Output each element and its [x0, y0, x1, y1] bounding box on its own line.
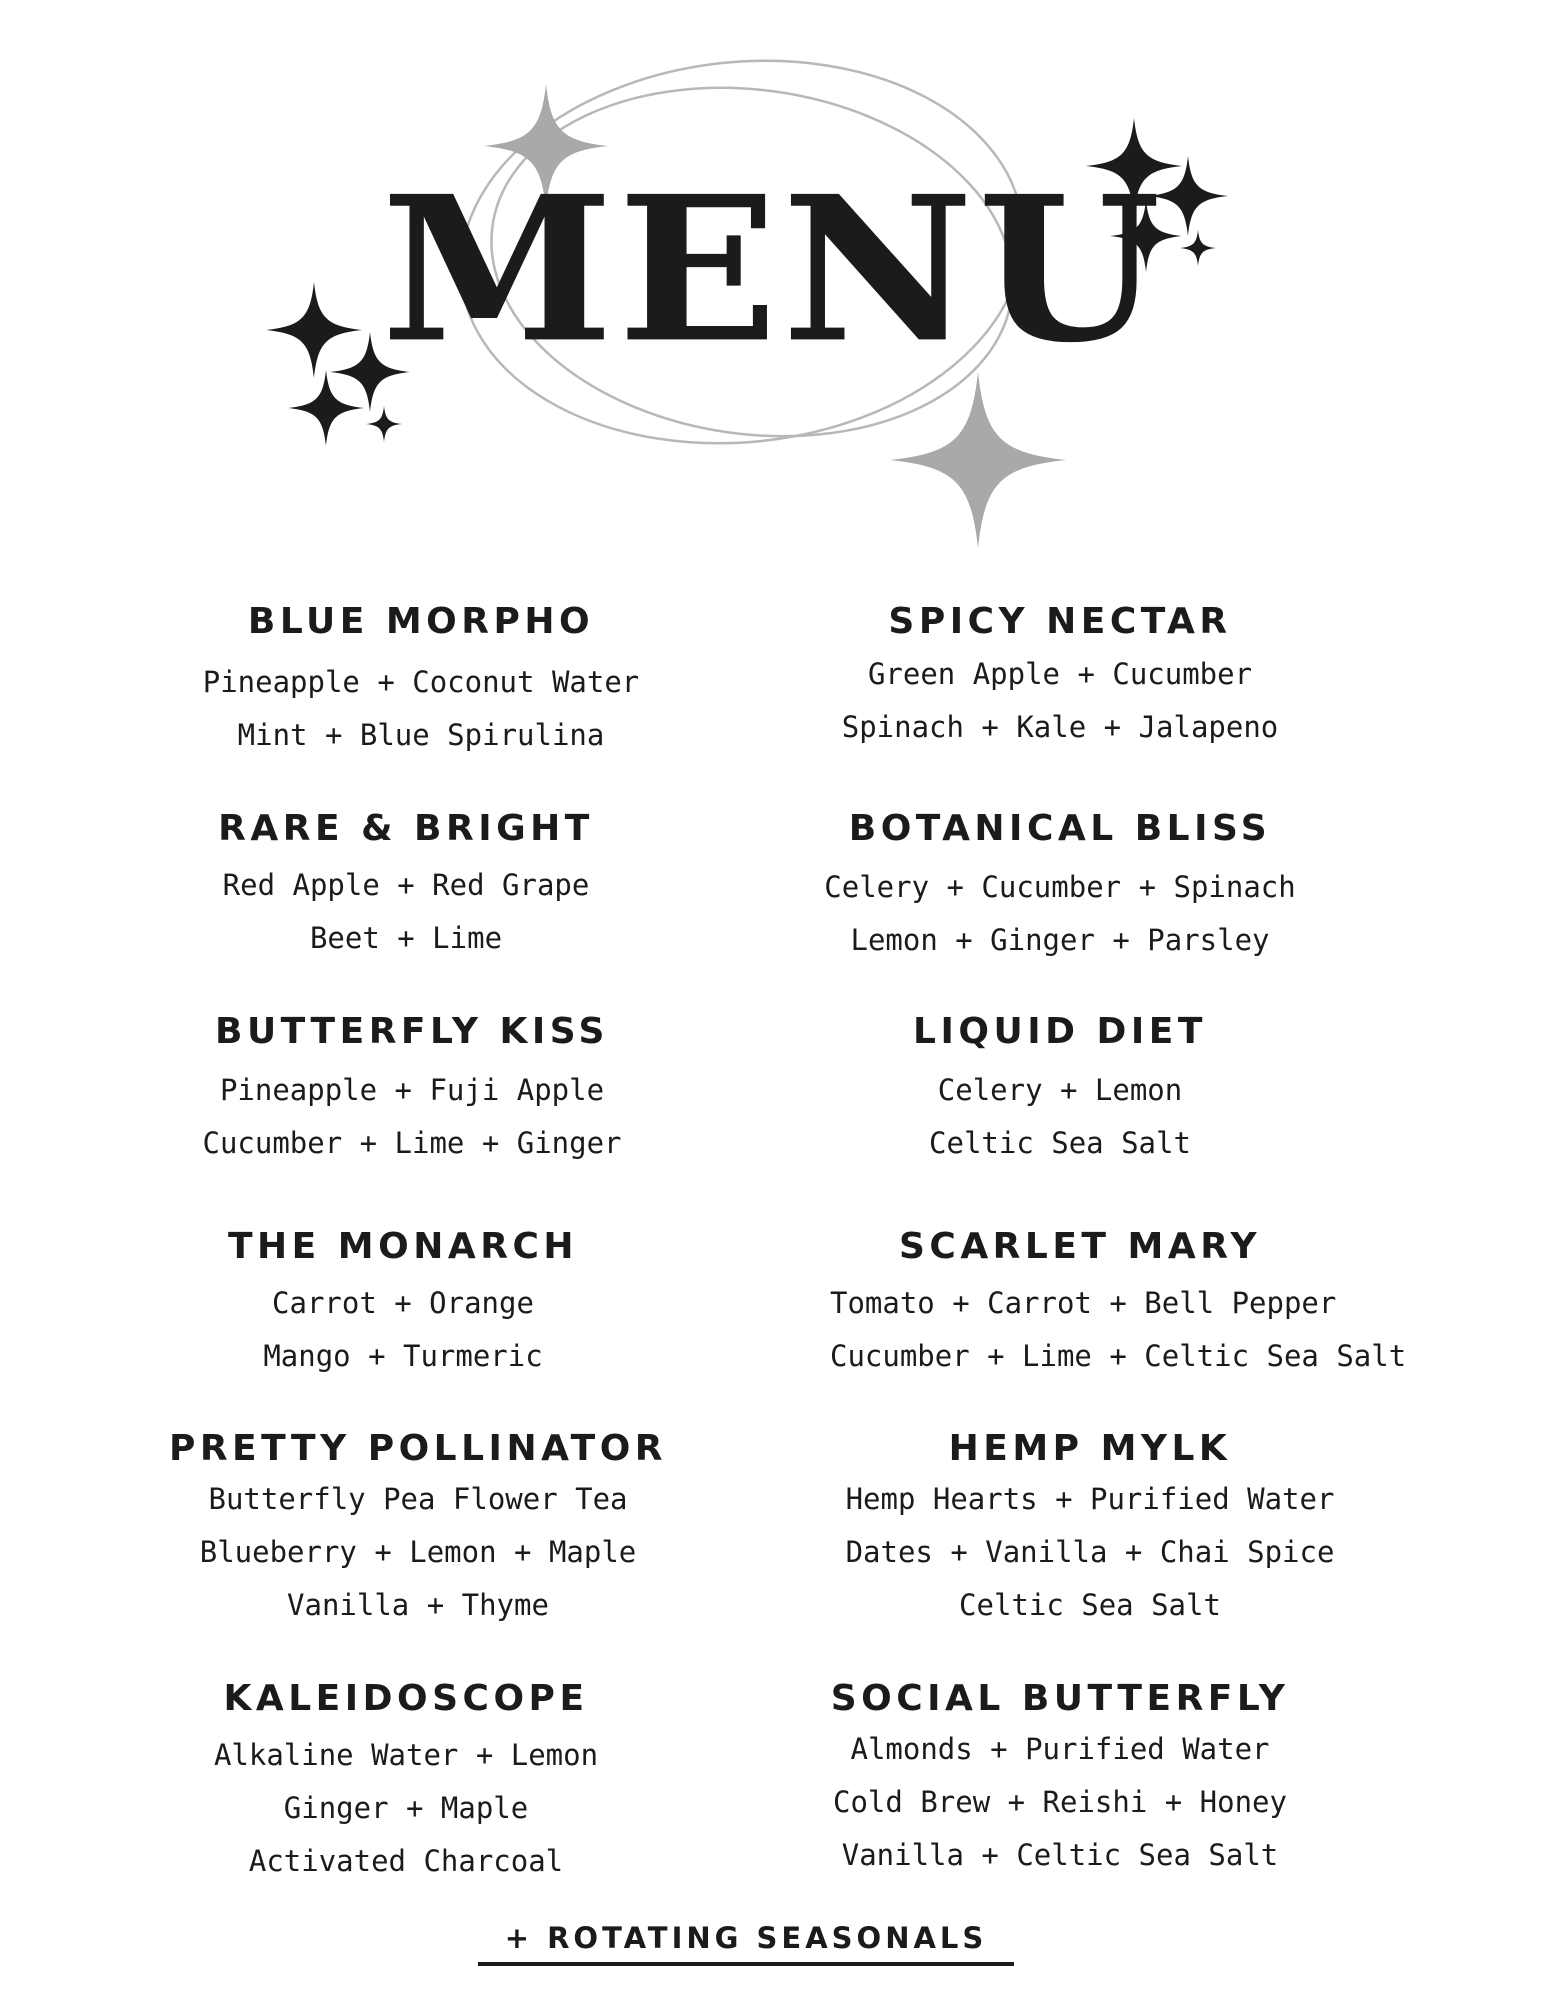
- item-ingredients: Tomato + Carrot + Bell Pepper: [830, 1286, 1337, 1320]
- rotating-seasonals-footer: + ROTATING SEASONALS: [504, 1921, 988, 1955]
- item-ingredients: Almonds + Purified Water: [850, 1732, 1270, 1766]
- menu-item-blue-morpho: [171, 600, 671, 762]
- item-name: SPICY NECTAR: [888, 601, 1232, 642]
- item-ingredients: Butterfly Pea Flower Tea: [208, 1482, 628, 1516]
- item-ingredients: Celtic Sea Salt: [929, 1126, 1191, 1160]
- item-name: HEMP MYLK: [948, 1428, 1232, 1469]
- item-ingredients: Celery + Lemon: [937, 1073, 1183, 1107]
- item-ingredients: Spinach + Kale + Jalapeno: [841, 710, 1279, 744]
- item-ingredients: Mint + Blue Spirulina: [237, 718, 605, 752]
- item-ingredients: Dates + Vanilla + Chai Spice: [845, 1535, 1335, 1569]
- item-name: RARE & BRIGHT: [218, 808, 594, 849]
- item-name: SCARLET MARY: [898, 1226, 1262, 1267]
- menu-item-hemp-mylk: [840, 1427, 1340, 1632]
- item-ingredients: Lemon + Ginger + Parsley: [850, 923, 1270, 957]
- menu-item-social-butterfly: [810, 1677, 1310, 1882]
- menu-item-kaleidoscope: [156, 1677, 656, 1888]
- item-ingredients: Mango + Turmeric: [263, 1339, 543, 1373]
- item-ingredients: Pineapple + Fuji Apple: [219, 1073, 605, 1107]
- menu-item-pretty-pollinator: [138, 1427, 698, 1632]
- item-ingredients: Celtic Sea Salt: [959, 1588, 1221, 1622]
- item-ingredients: Alkaline Water + Lemon: [213, 1738, 599, 1772]
- item-ingredients: Green Apple + Cucumber: [867, 657, 1253, 691]
- item-ingredients: Beet + Lime: [309, 921, 503, 955]
- menu-item-butterfly-kiss: [162, 1010, 662, 1170]
- menu-title: MENU: [381, 152, 1165, 387]
- item-name: BOTANICAL BLISS: [848, 808, 1272, 849]
- item-ingredients: Carrot + Orange: [272, 1286, 534, 1320]
- item-ingredients: Blueberry + Lemon + Maple: [199, 1535, 637, 1569]
- item-ingredients: Vanilla + Thyme: [287, 1588, 549, 1622]
- item-ingredients: Hemp Hearts + Purified Water: [845, 1482, 1335, 1516]
- item-name: LIQUID DIET: [913, 1011, 1207, 1052]
- item-ingredients: Activated Charcoal: [248, 1844, 564, 1878]
- item-ingredients: Cold Brew + Reishi + Honey: [833, 1785, 1287, 1819]
- menu-item-liquid-diet: [810, 1010, 1310, 1170]
- menu-item-spicy-nectar: [810, 600, 1310, 754]
- item-ingredients: Red Apple + Red Grape: [222, 868, 590, 902]
- item-name: PRETTY POLLINATOR: [168, 1428, 668, 1469]
- item-name: BUTTERFLY KISS: [215, 1011, 609, 1052]
- item-name: THE MONARCH: [228, 1226, 578, 1267]
- menu-item-the-monarch: [153, 1225, 653, 1383]
- item-ingredients: Vanilla + Celtic Sea Salt: [841, 1838, 1279, 1872]
- sparkle-icon-bottom-gray: [890, 372, 1066, 548]
- item-ingredients: Pineapple + Coconut Water: [202, 665, 640, 699]
- item-name: SOCIAL BUTTERFLY: [830, 1678, 1290, 1719]
- menu-item-rare-bright: [156, 807, 656, 965]
- item-ingredients: Cucumber + Lime + Ginger: [202, 1126, 622, 1160]
- menu-item-scarlet-mary: [830, 1225, 1407, 1383]
- menu-item-botanical-bliss: [810, 807, 1310, 967]
- item-ingredients: Ginger + Maple: [283, 1791, 529, 1825]
- item-name: KALEIDOSCOPE: [223, 1678, 589, 1719]
- item-name: BLUE MORPHO: [247, 601, 595, 642]
- footer-underline: [478, 1962, 1014, 1966]
- item-ingredients: Celery + Cucumber + Spinach: [824, 870, 1296, 904]
- item-ingredients: Cucumber + Lime + Celtic Sea Salt: [830, 1339, 1407, 1373]
